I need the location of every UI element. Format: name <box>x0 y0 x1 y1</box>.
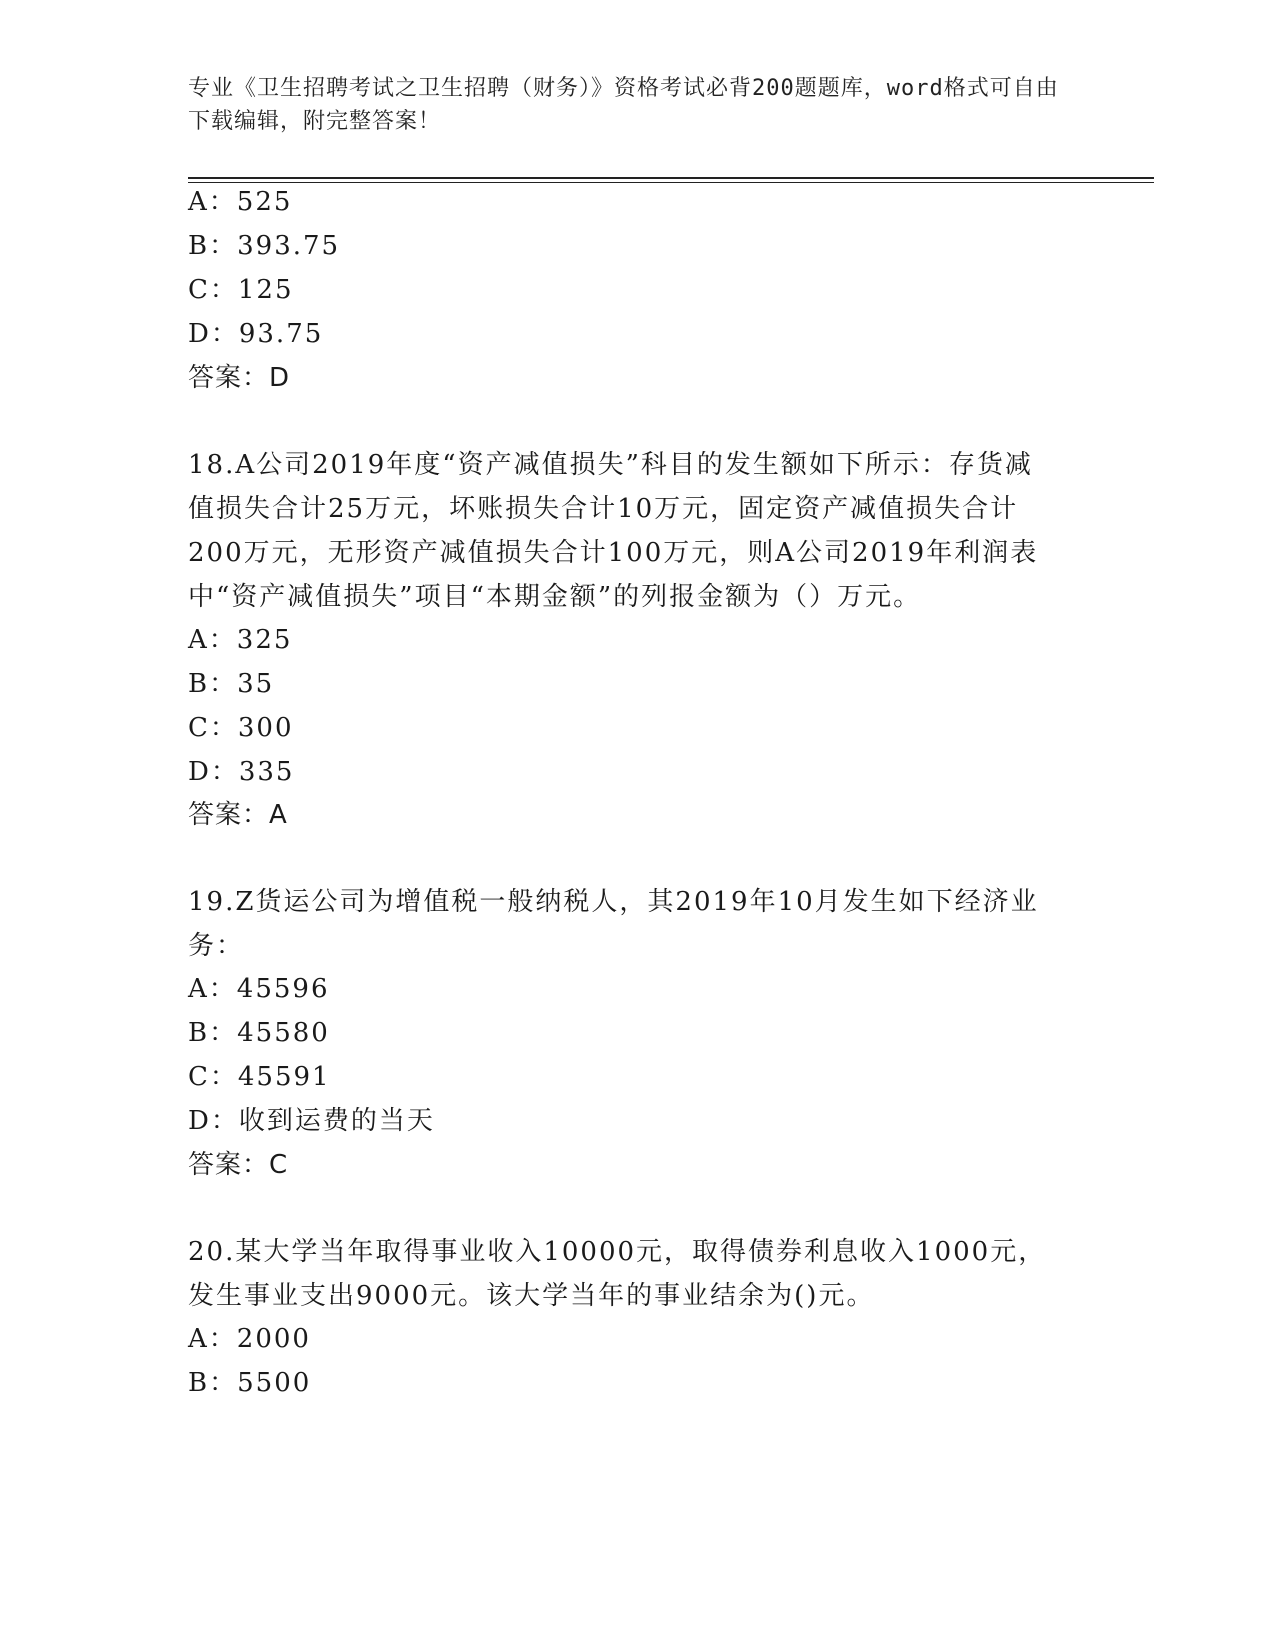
q18-stem-line-2: 值损失合计25万元，坏账损失合计10万元，固定资产减值损失合计 <box>188 494 1019 524</box>
q18-option-c: C：300 <box>188 713 294 743</box>
q18-stem-line-4: 中“资产减值损失”项目“本期金额”的列报金额为（）万元。 <box>188 582 922 612</box>
document-header: 专业《卫生招聘考试之卫生招聘（财务）》资格考试必背200题题库，word格式可自由下载编辑，附完整答案！ <box>188 76 1059 134</box>
q17-answer: 答案：D <box>188 363 291 393</box>
header-divider-thin <box>188 182 1154 183</box>
q19-option-d: D：收到运费的当天 <box>188 1106 435 1136</box>
q18-stem-line-1: 18.A公司2019年度“资产减值损失”科目的发生额如下所示：存货减 <box>188 450 1033 480</box>
q20-option-b: B：5500 <box>188 1368 312 1398</box>
header-divider-thick <box>188 177 1154 179</box>
q19-stem-line-2: 务： <box>188 931 245 961</box>
q18-option-d: D：335 <box>188 757 295 787</box>
q18-stem-line-3: 200万元，无形资产减值损失合计100万元，则A公司2019年利润表 <box>188 538 1039 568</box>
q19-option-b: B：45580 <box>188 1018 330 1048</box>
q19-option-c: C：45591 <box>188 1062 331 1092</box>
q17-option-a: A：525 <box>188 187 293 217</box>
q19-option-a: A：45596 <box>188 974 330 1004</box>
q17-option-b: B：393.75 <box>188 231 341 261</box>
q18-option-b: B：35 <box>188 669 275 699</box>
q19-stem-line-1: 19.Z货运公司为增值税一般纳税人，其2019年10月发生如下经济业 <box>188 887 1039 917</box>
q20-option-a: A：2000 <box>188 1324 311 1354</box>
q18-answer: 答案：A <box>188 800 288 830</box>
q18-option-a: A：325 <box>188 625 293 655</box>
q20-stem-line-2: 发生事业支出9000元。该大学当年的事业结余为()元。 <box>188 1281 875 1311</box>
q17-option-d: D：93.75 <box>188 319 324 349</box>
q19-answer: 答案：C <box>188 1150 289 1180</box>
q17-option-c: C：125 <box>188 275 294 305</box>
q20-stem-line-1: 20.某大学当年取得事业收入10000元，取得债券利息收入1000元， <box>188 1237 1047 1267</box>
